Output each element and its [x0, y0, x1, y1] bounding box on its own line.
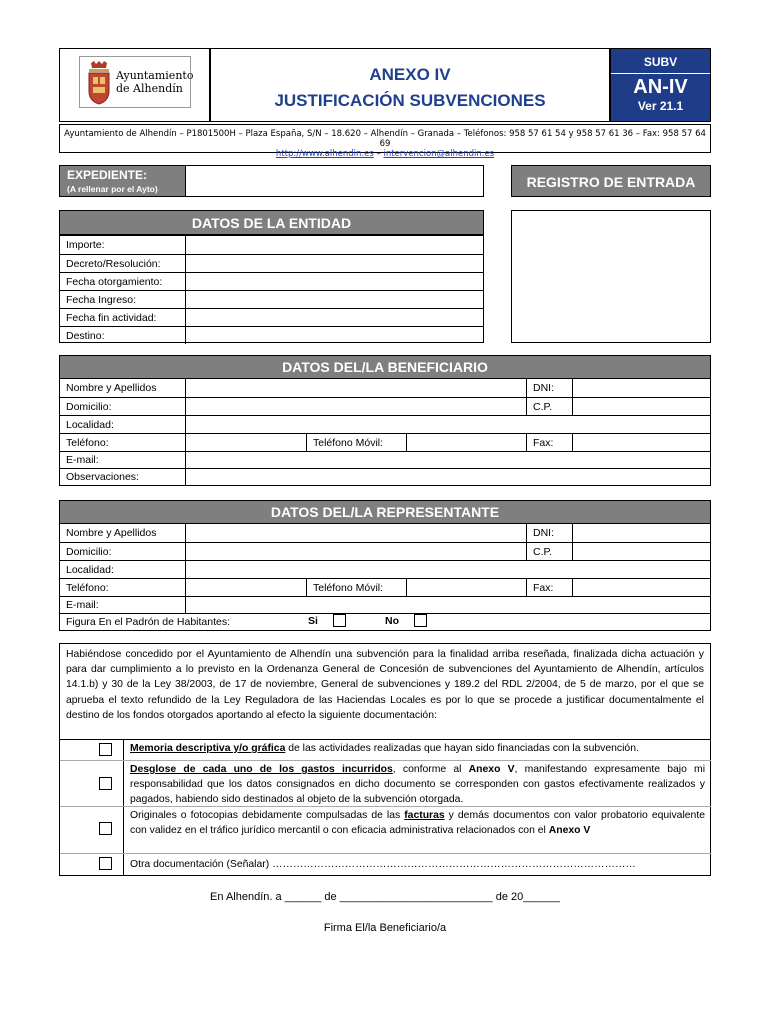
- representante-fax-label: Fax:: [526, 578, 572, 596]
- entidad-row-field[interactable]: [186, 236, 483, 254]
- entidad-row-label: Importe:: [60, 236, 186, 254]
- entidad-row-field[interactable]: [186, 272, 483, 290]
- representante-title: DATOS DEL/LA REPRESENTANTE: [270, 504, 500, 520]
- title-box: [210, 48, 610, 122]
- address-box: [59, 124, 711, 159]
- beneficiario-cp-label: C.P.: [526, 397, 572, 415]
- logo-text-line1: Ayuntamiento: [116, 69, 194, 82]
- beneficiario-domicilio-field[interactable]: [186, 397, 526, 415]
- beneficiario-table: [59, 379, 711, 486]
- beneficiario-fax-label: Fax:: [526, 433, 572, 451]
- beneficiario-observaciones-field[interactable]: [186, 468, 711, 485]
- coat-of-arms-icon: [86, 61, 112, 105]
- representante-dni-field[interactable]: [572, 524, 711, 542]
- padron-label: Figura En el Padrón de Habitantes:: [60, 613, 711, 630]
- beneficiario-email-field[interactable]: [186, 451, 711, 468]
- entidad-title: DATOS DE LA ENTIDAD: [191, 215, 352, 231]
- beneficiario-email-label: E-mail:: [60, 451, 186, 468]
- representante-telefono-label: Teléfono:: [60, 578, 186, 596]
- form-code-box: [610, 48, 711, 122]
- entidad-table: [59, 235, 484, 343]
- beneficiario-localidad-field[interactable]: [186, 415, 711, 433]
- entidad-row-field[interactable]: [186, 290, 483, 308]
- logo-text-line2: de Alhendín: [116, 82, 183, 95]
- entidad-row-label: Fecha Ingreso:: [60, 290, 186, 308]
- representante-movil-label: Teléfono Móvil:: [306, 578, 406, 596]
- padron-si-label: Si: [308, 615, 318, 627]
- justificacion-intro: Habiéndose concedido por el Ayuntamiento de Alhendín una subvención para la finalidad arriba reseñada, finalizada dicha actuación y para dar cumplimiento a lo previsto en la Ordenanza General de Concesión de subvenciones del Ayuntamiento de Alhendín, artículos 14.1.b) y 30 de la Ley 38/2003, de 17 de noviembre, General de subvenciones y 189.2 del RDL 2/2004, de 5 de marzo, por el que se aprueba el texto refundido de la Ley Reguladora de las Haciendas Locales es por lo que se procede a justificar documentalmente el destino de los fondos otorgados aportando al efecto la siguiente documentación:: [66, 649, 704, 721]
- representante-email-field[interactable]: [186, 596, 711, 613]
- signature-label: Firma El/la Beneficiario/a: [323, 922, 447, 934]
- representante-domicilio-field[interactable]: [186, 542, 526, 560]
- desglose-anexo: Anexo V: [468, 764, 515, 775]
- desglose-mid: , conforme al: [392, 764, 469, 775]
- entidad-header: [59, 210, 484, 235]
- representante-dni-label: DNI:: [526, 524, 572, 542]
- link-separator: –: [373, 149, 384, 159]
- memoria-rest: de las actividades realizadas que hayan sido financiadas con la subvención.: [285, 743, 639, 754]
- representante-email-label: E-mail:: [60, 596, 186, 613]
- registro-stamp-area[interactable]: [511, 210, 711, 343]
- representante-cp-label: C.P.: [526, 542, 572, 560]
- logo: [79, 56, 194, 108]
- memoria-checkbox[interactable]: [99, 743, 112, 756]
- memoria-item: [130, 741, 705, 756]
- beneficiario-telefono-label: Teléfono:: [60, 433, 186, 451]
- code-main: AN-IV: [633, 76, 688, 98]
- representante-cp-field[interactable]: [572, 542, 711, 560]
- representante-movil-field[interactable]: [406, 578, 526, 596]
- website-link[interactable]: http://www.alhendin.es: [275, 149, 374, 159]
- memoria-bold: Memoria descriptiva y/o gráfica: [130, 743, 286, 754]
- facturas-checkbox[interactable]: [99, 822, 112, 835]
- otra-item: Otra documentación (Señalar) ……………………………………………………………………………………………: [130, 859, 636, 870]
- otra-checkbox[interactable]: [99, 857, 112, 870]
- representante-fax-field[interactable]: [572, 578, 711, 596]
- expediente-label-box: [59, 165, 186, 197]
- beneficiario-nombre-field[interactable]: [186, 379, 584, 397]
- address-line: Ayuntamiento de Alhendín – P1801500H – Plaza España, S/N – 18.620 – Alhendín – Granada – Teléfonos: 958 57 61 54 y 958 57 61 36 – Fax: 958 57 64 69: [64, 129, 706, 149]
- justificacion-box: [59, 643, 711, 876]
- beneficiario-nombre-label: Nombre y Apellidos: [66, 382, 157, 394]
- representante-header: [59, 500, 711, 524]
- beneficiario-domicilio-label: Domicilio:: [60, 397, 186, 415]
- annex-title: ANEXO IV: [369, 65, 451, 84]
- beneficiario-localidad-label: Localidad:: [60, 415, 186, 433]
- beneficiario-observaciones-label: Observaciones:: [60, 468, 186, 485]
- entidad-row-field[interactable]: [186, 308, 483, 326]
- expediente-field[interactable]: [185, 165, 484, 197]
- desglose-checkbox[interactable]: [99, 777, 112, 790]
- entidad-row-label: Fecha fin actividad:: [60, 308, 186, 326]
- facturas-pre: Originales o fotocopias debidamente compulsadas de las: [130, 810, 405, 821]
- web-links: [60, 149, 710, 159]
- beneficiario-telefono-field[interactable]: [186, 433, 306, 451]
- beneficiario-fax-field[interactable]: [572, 433, 711, 451]
- code-subv: SUBV: [611, 55, 710, 74]
- representante-domicilio-label: Domicilio:: [60, 542, 186, 560]
- place-date-line: En Alhendín. a ______ de _________________________ de 20______: [210, 891, 560, 903]
- registro-label: REGISTRO DE ENTRADA: [526, 174, 696, 190]
- representante-localidad-label: Localidad:: [60, 560, 186, 578]
- facturas-bold: facturas: [404, 810, 445, 821]
- padron-si-checkbox[interactable]: [333, 614, 346, 627]
- beneficiario-title: DATOS DEL/LA BENEFICIARIO: [282, 359, 488, 375]
- desglose-item: [130, 762, 705, 807]
- beneficiario-movil-label: Teléfono Móvil:: [306, 433, 406, 451]
- representante-telefono-field[interactable]: [186, 578, 306, 596]
- entidad-row-field[interactable]: [186, 254, 483, 272]
- entidad-row-label: Decreto/Resolución:: [60, 254, 186, 272]
- registro-header: [511, 165, 711, 197]
- padron-no-label: No: [385, 615, 399, 627]
- entidad-row-label: Fecha otorgamiento:: [60, 272, 186, 290]
- padron-no-checkbox[interactable]: [414, 614, 427, 627]
- document-title: JUSTIFICACIÓN SUBVENCIONES: [274, 91, 546, 110]
- code-version: Ver 21.1: [637, 99, 684, 113]
- facturas-rest: y demás documentos con valor probatorio equivalente con validez en el tráfico jurídico mercantil o con eficacia administrativa relacionados con el: [130, 810, 705, 836]
- representante-localidad-field[interactable]: [186, 560, 711, 578]
- entidad-row-field[interactable]: [186, 326, 483, 344]
- desglose-rest: , manifestando expresamente bajo mi responsabilidad que los datos consignados en dicho documento se corresponden con gastos efectivamente realizados y pagados, habiendo sido destinados al objeto de la subvención otorgada.: [130, 764, 705, 805]
- beneficiario-header: [59, 355, 711, 379]
- representante-nombre-field[interactable]: [186, 524, 526, 542]
- desglose-bold: Desglose de cada uno de los gastos incurridos: [130, 764, 393, 775]
- expediente-label: EXPEDIENTE:: [67, 168, 148, 182]
- entidad-row-label: Destino:: [60, 326, 186, 344]
- beneficiario-movil-field[interactable]: [406, 433, 526, 451]
- representante-table: [59, 524, 711, 631]
- beneficiario-dni-label: DNI:: [526, 379, 572, 397]
- expediente-sublabel: (A rellenar por el Ayto): [67, 184, 158, 194]
- representante-nombre-label: Nombre y Apellidos: [66, 527, 157, 539]
- email-link[interactable]: intervencion@alhendin.es: [383, 149, 495, 159]
- facturas-item: [130, 808, 705, 838]
- beneficiario-dni-field[interactable]: [572, 379, 711, 397]
- facturas-anexo: Anexo V: [548, 825, 591, 836]
- beneficiario-cp-field[interactable]: [572, 397, 711, 415]
